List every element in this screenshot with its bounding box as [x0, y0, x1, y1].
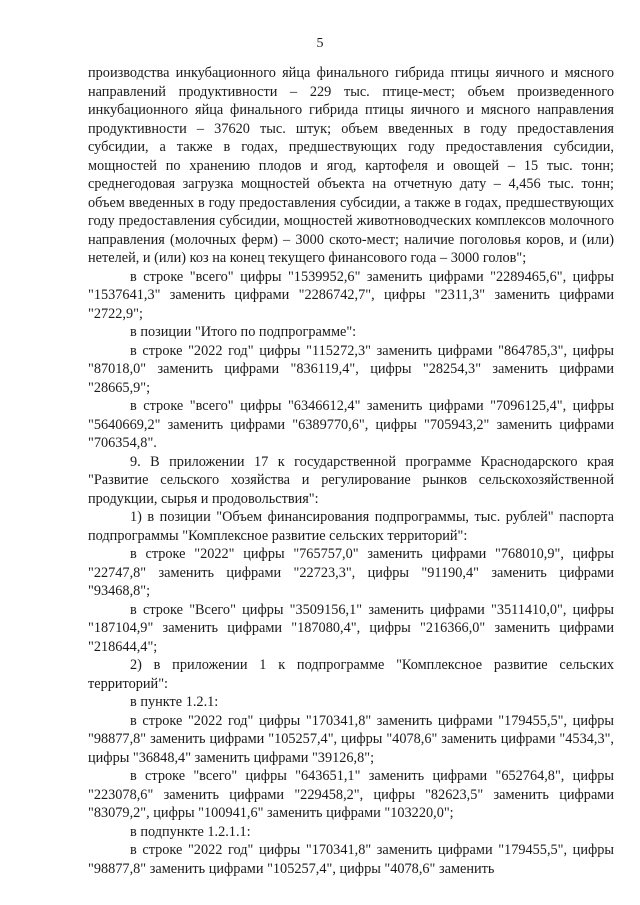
paragraph-subpoint-1-2-1-1: в подпункте 1.2.1.1: — [130, 823, 251, 840]
paragraph-row-total-b: в строке "Всего" цифры "3509156,1" заменить цифрами "3511410,0", цифры "187104,9" заменить цифрами "187080,4", цифры "216366,0" заменить цифрами "218644,4"; — [88, 601, 614, 655]
paragraph-item-9: 9. В приложении 17 к государственной программе Краснодарского края "Развитие сельского хозяйства и регулирование рынков сельскохозяйственной продукции, сырья и продовольствия": — [88, 453, 614, 507]
paragraph-row-2022-d: в строке "2022 год" цифры "170341,8" заменить цифрами "179455,5", цифры "98877,8" заменить цифрами "105257,4", цифры "4078,6" заменить — [88, 842, 614, 877]
paragraph-row-total: в строке "всего" цифры "1539952,6" заменить цифрами "2289465,6", цифры "1537641,3" заменить цифрами "2286742,7", цифры "2311,3" заменить цифрами "2722,9"; — [88, 268, 614, 322]
paragraph-continuation: производства инкубационного яйца финального гибрида птицы яичного и мясного направлений продуктивности – 229 тыс. птице-мест; объем произведенного инкубационного яйца финального гибрида птицы яичного и мясного направления продуктивности – 37620 тыс. штук; объем введенных в году предоставления субсидии, а также в годах, предшествующих году предоставления субсидии, мощностей по хранению плодов и ягод, картофеля и овощей – 15 тыс. тонн; среднегодовая загрузка мощностей объекта на отчетную дату – 4,456 тыс. тонн; объем введенных в году предоставления субсидии, а также в годах, предшествующих году предоставления субсидии, мощностей животноводческих комплексов молочного направления (молочных ферм) – 3000 ското-мест; наличие поголовья коров, и (или) нетелей, и (или) коз на конец текущего финансового года – 3000 голов"; — [88, 65, 614, 266]
paragraph-position-total: в позиции "Итого по подпрограмме": — [130, 324, 357, 340]
document-body — [88, 64, 614, 878]
paragraph-point-1-2-1: в пункте 1.2.1: — [130, 694, 219, 710]
paragraph-row-total-2: в строке "всего" цифры "6346612,4" заменить цифрами "7096125,4", цифры "5640669,2" заменить цифрами "6389770,6", цифры "705943,2" заменить цифрами "706354,8". — [88, 398, 614, 451]
paragraph-row-2022-c: в строке "2022 год" цифры "170341,8" заменить цифрами "179455,5", цифры "98877,8" заменить цифрами "105257,4", цифры "4078,6" заменить цифрами "4534,3", цифры "36848,4" заменить цифрами "39126,8"; — [88, 712, 614, 766]
paragraph-row-total-c: в строке "всего" цифры "643651,1" заменить цифрами "652764,8", цифры "223078,6" заменить цифрами "229458,2", цифры "82623,5" заменить цифрами "83079,2", цифры "100941,6" заменить цифрами "103220,0"; — [88, 768, 614, 821]
paragraph-row-2022: в строке "2022 год" цифры "115272,3" заменить цифрами "864785,3", цифры "87018,0" заменить цифрами "836119,4", цифры "28254,3" заменить цифрами "28665,9"; — [88, 342, 614, 396]
paragraph-row-2022-b: в строке "2022" цифры "765757,0" заменить цифрами "768010,9", цифры "22747,8" заменить цифрами "22723,3", цифры "91190,4" заменить цифрами "93468,8"; — [88, 546, 614, 599]
paragraph-subitem-1: 1) в позиции "Объем финансирования подпрограммы, тыс. рублей" паспорта подпрограммы "Комплексное развитие сельских территорий": — [88, 509, 614, 544]
paragraph-subitem-2: 2) в приложении 1 к подпрограмме "Комплексное развитие сельских территорий": — [88, 657, 614, 692]
page-number: 5 — [316, 36, 324, 51]
